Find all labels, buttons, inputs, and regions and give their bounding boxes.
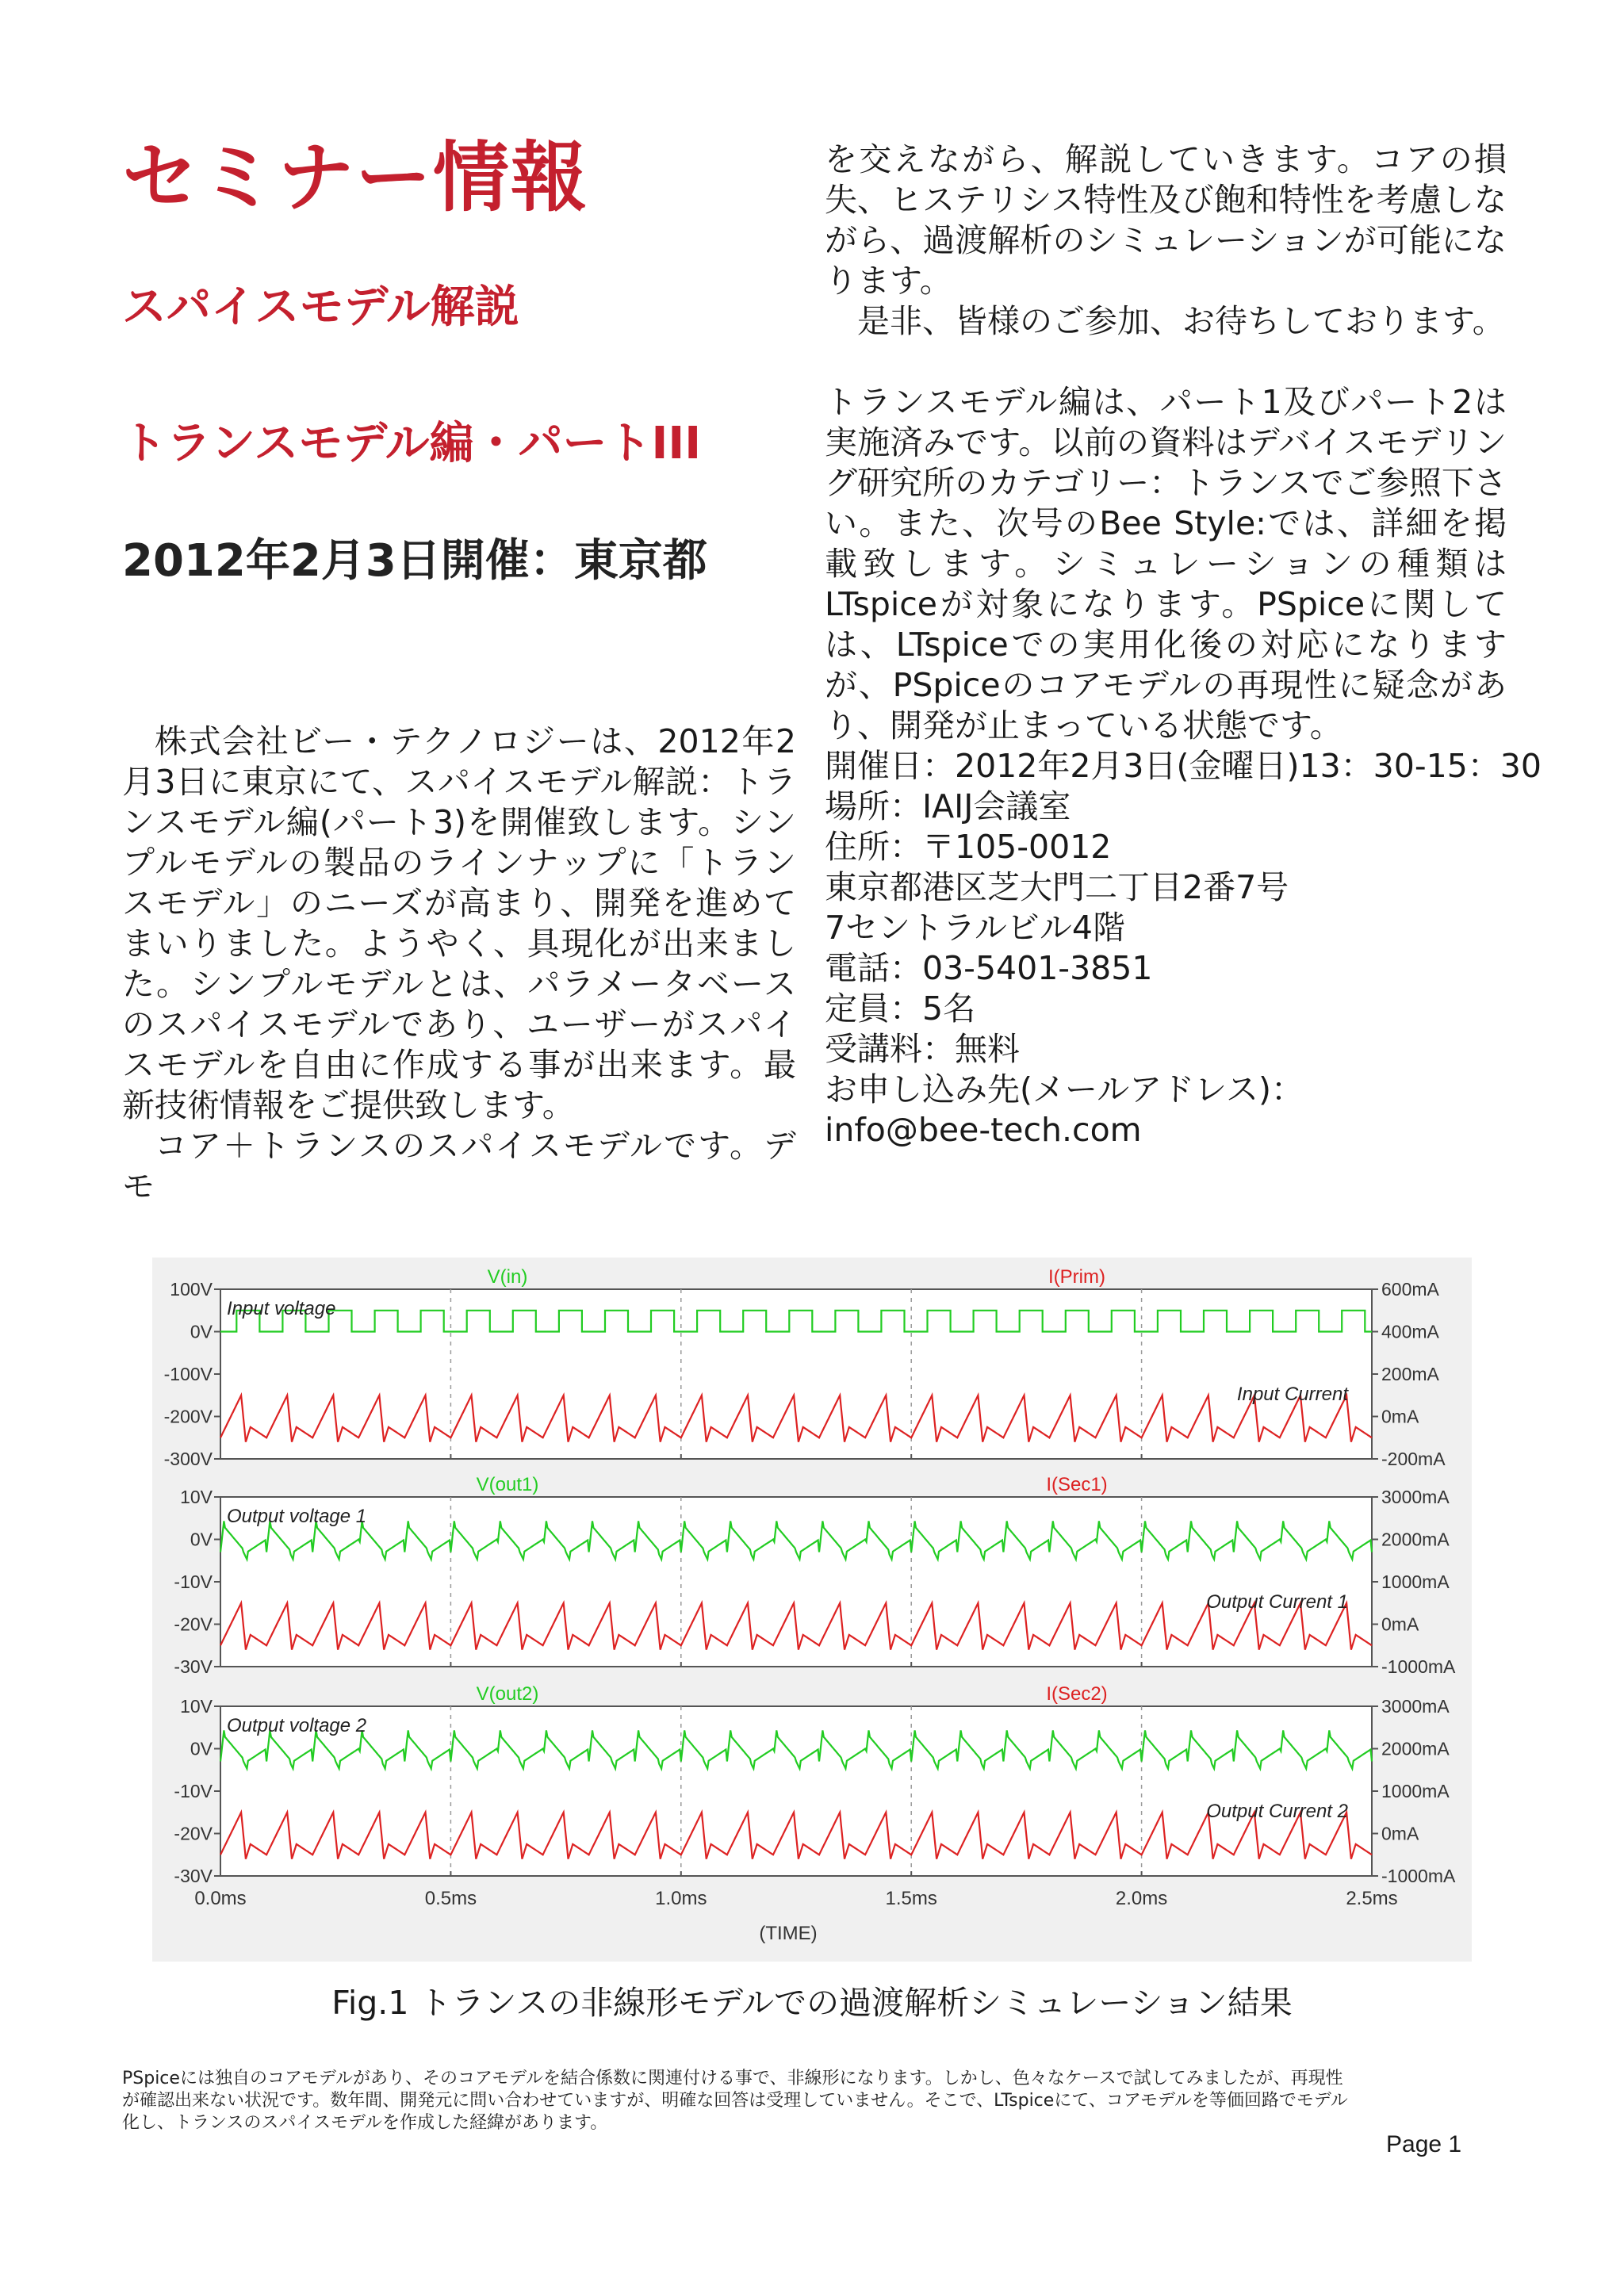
right-column	[825, 140, 1542, 1150]
page-number: Page 1	[1386, 2131, 1462, 2157]
figure-caption: Fig.1 トランスの非線形モデルでの過渡解析シミュレーション結果	[331, 1984, 1293, 2022]
left-tick-label: 0V	[190, 1321, 213, 1342]
intro-paragraph: 株式会社ビー・テクノロジーは、2012年2月3日に東京にて、スパイスモデル解説：トランスモデル編(パート3)を開催致します。シンプルモデルの製品のラインナップに「トランスモデル」のニーズが高まり、開発を進めてまいりました。ようやく、具現化が出来ました。シンプルモデルとは、パラメータベースのスパイスモデルであり、ユーザーがスパイスモデルを自由に作成する事が出来ます。最新技術情報をご提供致します。	[122, 722, 796, 1124]
left-tick-label: -100V	[163, 1364, 213, 1384]
demo-paragraph-start: コア＋トランスのスパイスモデルです。デモ	[122, 1127, 796, 1205]
voltage-trace-name: V(out2)	[476, 1683, 539, 1705]
right-tick-label: 3000mA	[1381, 1696, 1450, 1717]
event-contact-email[interactable]: info@bee-tech.com	[825, 1111, 1142, 1149]
x-tick-label: 1.0ms	[655, 1888, 707, 1909]
right-tick-label: 3000mA	[1381, 1487, 1450, 1507]
event-fee: 受講料：無料	[825, 1030, 1020, 1068]
right-tick-label: -200mA	[1381, 1449, 1446, 1469]
left-tick-label: -200V	[163, 1406, 213, 1427]
current-trace-name: I(Sec2)	[1046, 1683, 1108, 1705]
x-tick-label: 0.5ms	[424, 1888, 477, 1909]
seminar-date-line: 2012年2月3日開催：東京都	[122, 535, 707, 587]
right-tick-label: -1000mA	[1381, 1866, 1456, 1886]
left-tick-label: 0V	[190, 1529, 213, 1550]
footnote: PSpiceには独自のコアモデルがあり、そのコアモデルを結合係数に関連付ける事で、非線形になります。しかし、色々なケースで試してみましたが、再現性が確認出来ない状況です。数年間、開発元に問い合わせていますが、明確な回答は受理していません。そこで、LTspiceにて、コアモデルを等価回路でモデル化し、トランスのスパイスモデルを作成した経緯があります。	[122, 2069, 1348, 2133]
right-tick-label: 200mA	[1381, 1364, 1439, 1384]
left-tick-label: -20V	[174, 1614, 213, 1635]
x-tick-label: 1.5ms	[885, 1888, 937, 1909]
plot-frame	[220, 1289, 1372, 1459]
current-trace-name: I(Sec1)	[1046, 1474, 1108, 1495]
event-venue: 場所：IAIJ会議室	[825, 787, 1071, 825]
right-tick-label: 2000mA	[1381, 1738, 1450, 1759]
event-info-list	[825, 746, 1542, 1150]
right-tick-label: 0mA	[1381, 1614, 1419, 1635]
x-tick-label: 2.0ms	[1115, 1888, 1168, 1909]
event-building: 7セントラルビル4階	[825, 909, 1125, 947]
event-contact-label: お申し込み先(メールアドレス)：	[825, 1070, 1304, 1108]
left-column	[122, 722, 796, 1207]
left-tick-label: -300V	[163, 1449, 213, 1469]
left-tick-label: 0V	[190, 1738, 213, 1759]
event-postal-code: 住所：〒105-0012	[825, 828, 1112, 866]
voltage-series-label: Output voltage 1	[227, 1506, 367, 1527]
seminar-part-title: トランスモデル編・パートIII	[122, 418, 702, 469]
right-tick-label: 0mA	[1381, 1406, 1419, 1427]
left-tick-label: -10V	[174, 1571, 213, 1592]
voltage-series-label: Input voltage	[227, 1298, 336, 1319]
right-tick-label: 400mA	[1381, 1321, 1439, 1342]
left-tick-label: 10V	[180, 1696, 213, 1717]
simulation-chart	[152, 1258, 1472, 1962]
right-tick-label: 1000mA	[1381, 1571, 1450, 1592]
event-capacity: 定員：5名	[825, 990, 976, 1028]
left-tick-label: -30V	[174, 1866, 213, 1886]
right-tick-label: 2000mA	[1381, 1529, 1450, 1550]
right-tick-label: 600mA	[1381, 1279, 1439, 1300]
current-series-label: Output Current 2	[1206, 1801, 1348, 1822]
seminar-subtitle: スパイスモデル解説	[122, 281, 519, 333]
current-series-label: Output Current 1	[1206, 1591, 1348, 1613]
event-address: 東京都港区芝大門二丁目2番7号	[825, 868, 1289, 906]
left-tick-label: -10V	[174, 1781, 213, 1801]
left-tick-label: 10V	[180, 1487, 213, 1507]
event-phone: 電話：03-5401-3851	[825, 949, 1153, 987]
left-tick-label: -20V	[174, 1823, 213, 1844]
right-tick-label: -1000mA	[1381, 1656, 1456, 1677]
simulation-chart-svg	[152, 1258, 1472, 1962]
x-tick-label: 0.0ms	[194, 1888, 247, 1909]
plot-frame	[220, 1497, 1372, 1667]
x-axis-label: (TIME)	[759, 1923, 818, 1944]
voltage-trace-name: V(out1)	[476, 1474, 539, 1495]
voltage-trace-name: V(in)	[487, 1266, 528, 1288]
right-tick-label: 0mA	[1381, 1823, 1419, 1844]
current-series-label: Input Current	[1236, 1384, 1348, 1405]
background-paragraph: トランスモデル編は、パート1及びパート2は実施済みです。以前の資料はデバイスモデリング研究所のカテゴリー：トランスでご参照下さい。また、次号のBee Style:では、詳細を掲載致します。シミュレーションの種類はLTspiceが対象になります。PSpiceに関しては、LTspiceでの実用化後の対応になりますが、PSpiceのコアモデルの再現性に疑念があり、開発が止まっている状態です。	[825, 383, 1507, 745]
left-tick-label: 100V	[170, 1279, 213, 1300]
invitation-paragraph: 是非、皆様のご参加、お待ちしております。	[857, 302, 1505, 340]
x-tick-label: 2.5ms	[1346, 1888, 1398, 1909]
current-trace-name: I(Prim)	[1048, 1266, 1105, 1288]
voltage-series-label: Output voltage 2	[227, 1715, 367, 1736]
event-date: 開催日：2012年2月3日(金曜日)13：30-15：30	[825, 747, 1542, 785]
plot-frame	[220, 1706, 1372, 1876]
right-tick-label: 1000mA	[1381, 1781, 1450, 1801]
left-tick-label: -30V	[174, 1656, 213, 1677]
demo-paragraph-end: を交えながら、解説していきます。コアの損失、ヒステリシス特性及び飽和特性を考慮しながら、過渡解析のシミュレーションが可能になります。	[825, 140, 1507, 300]
page-title: セミナー情報	[122, 133, 588, 222]
